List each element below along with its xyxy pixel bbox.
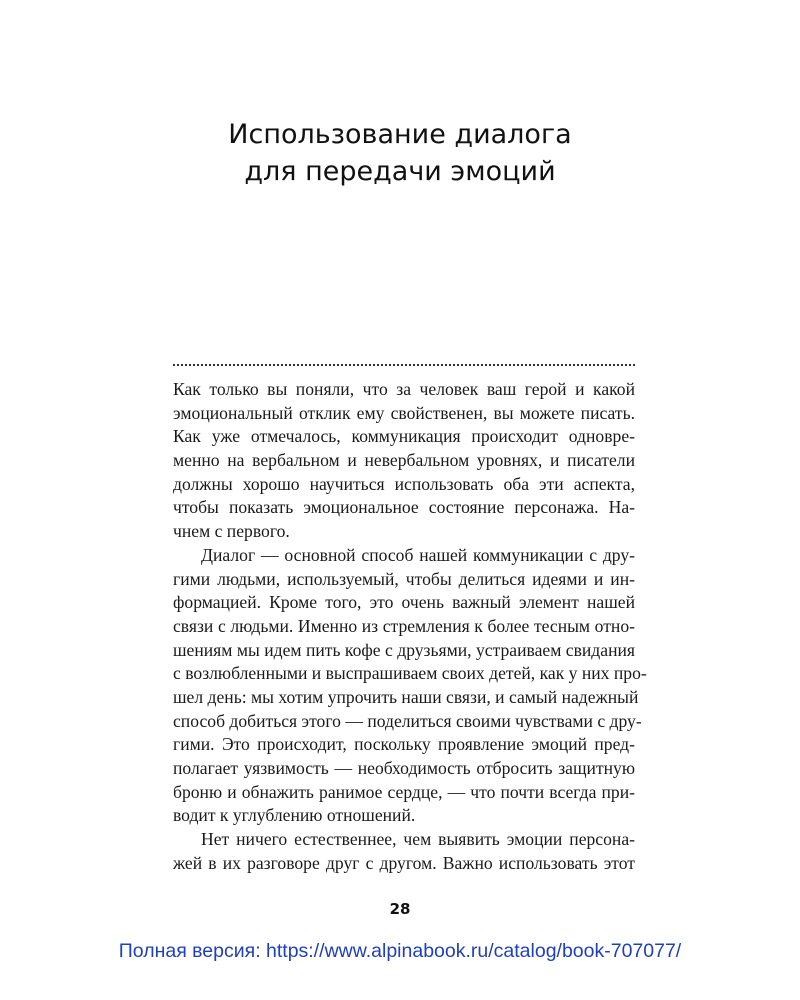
- text-line: гими людьми, используемый, чтобы делиться идеями и ин-: [173, 568, 635, 589]
- text-line: гими. Это происходит, поскольку проявление эмоций пред-: [173, 734, 635, 755]
- text-line: менно на вербальном и невербальном уровнях, и писатели: [173, 450, 635, 471]
- text-line: шел день: мы хотим упрочить наши связи, и самый надежный: [173, 686, 639, 707]
- text-line: Нет ничего естественнее, чем выявить эмоции персона-: [201, 829, 635, 850]
- chapter-title: [150, 116, 650, 190]
- text-line: с возлюбленными и выспрашиваем своих детей, как у них про-: [173, 663, 647, 684]
- text-line: способ добиться этого — поделиться своими чувствами с дру-: [173, 710, 642, 731]
- text-line: эмоциональный отклик ему свойственен, вы можете писать.: [173, 402, 635, 423]
- chapter-title-line-1: Использование диалога: [228, 119, 572, 150]
- body-text: [173, 378, 647, 875]
- text-line: чнем с первого.: [173, 521, 290, 542]
- page-number: 28: [389, 900, 411, 918]
- text-line: броню и обнажить ранимое сердце, — что почти всегда при-: [173, 781, 635, 802]
- text-line: Как уже отмечалось, коммуникация происходит одновре-: [173, 426, 635, 447]
- text-line: водит к углублению отношений.: [173, 805, 416, 826]
- text-line: Как только вы поняли, что за человек ваш герой и какой: [173, 379, 635, 399]
- text-line: полагает уязвимость — необходимость отбросить защитную: [173, 758, 635, 778]
- text-line: должны хорошо научиться использовать оба эти аспекта,: [173, 473, 635, 494]
- text-line: шениям мы идем пить кофе с друзьями, устраиваем свидания: [173, 639, 635, 660]
- dotted-divider: [173, 364, 635, 366]
- text-line: чтобы показать эмоциональное состояние персонажа. На-: [173, 497, 635, 518]
- chapter-title-line-2: для передачи эмоций: [244, 156, 556, 187]
- text-line: формацией. Кроме того, это очень важный элемент нашей: [173, 592, 635, 613]
- text-line: связи с людьми. Именно из стремления к более тесным отно-: [173, 615, 635, 636]
- full-version-link[interactable]: Полная версия: https://www.alpinabook.ru/catalog/book-707077/: [118, 940, 682, 962]
- text-line: жей в их разговоре друг с другом. Важно использовать этот: [173, 852, 635, 873]
- text-line: Диалог — основной способ нашей коммуникации с дру-: [201, 544, 635, 565]
